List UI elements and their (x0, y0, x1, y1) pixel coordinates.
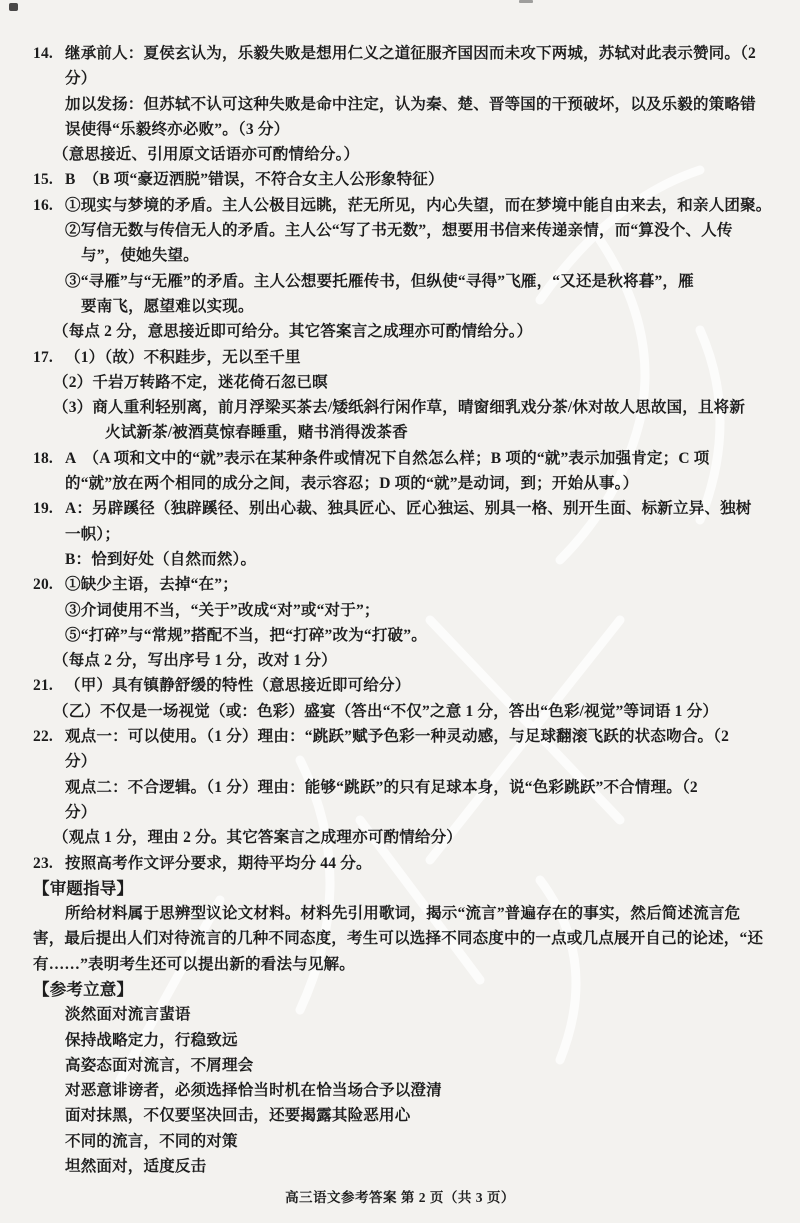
answer-line (0, 345, 800, 370)
line-text: 【参考立意】 (33, 979, 134, 999)
line-text: 要南飞，愿望难以实现。 (81, 297, 254, 315)
answer-line (0, 1078, 800, 1103)
answers-list (0, 41, 800, 1179)
answer-line (0, 901, 800, 926)
line-text: 继承前人：夏侯玄认为，乐毅失败是想用仁义之道征服齐国因而未攻下两城，苏轼对此表示赞同。（2 (65, 45, 757, 62)
line-text: A （A 项和文中的“就”表示在某种条件或情况下自然怎么样；B 项的“就”表示加强肯定；C 项 (65, 449, 710, 467)
line-text: 坦然面对，适度反击 (65, 1158, 207, 1176)
line-text: 【审题指导】 (33, 878, 134, 898)
line-text: B：恰到好处（自然而然）。 (65, 550, 257, 568)
item-number: 22. (33, 728, 53, 746)
line-text: 分） (65, 803, 97, 821)
answer-line (0, 446, 800, 471)
answer-line (0, 926, 800, 951)
answer-line (0, 800, 800, 825)
item-number: 19. (33, 500, 53, 518)
line-text: （甲）具有镇静舒缓的特性（意思接近即可给分） (65, 677, 411, 695)
line-text: 与”，使她失望。 (81, 247, 199, 265)
line-text: 不同的流言，不同的对策 (65, 1132, 238, 1150)
line-text: 面对抹黑，不仅要坚决回击，还要揭露其险恶用心 (65, 1107, 411, 1125)
line-text: 淡然面对流言蜚语 (65, 1006, 191, 1024)
scan-speck (519, 0, 533, 3)
item-number: 15. (33, 171, 53, 189)
line-text: ⑤“打碎”与“常规”搭配不当，把“打碎”改为“打破”。 (65, 626, 427, 644)
answer-line (0, 749, 800, 774)
answer-line (0, 952, 800, 977)
section-heading (0, 876, 800, 901)
line-text: （每点 2 分，写出序号 1 分，改对 1 分） (53, 652, 337, 670)
line-text: A：另辟蹊径（独辟蹊径、别出心裁、独具匠心、匠心独运、别具一格、别开生面、标新立异、独树 (65, 500, 752, 518)
answer-line (0, 724, 800, 749)
answer-line (0, 1103, 800, 1128)
line-text: ①现实与梦境的矛盾。主人公极目远眺，茫无所见，内心失望，而在梦境中能自由来去，和亲人团聚。 (65, 196, 772, 214)
line-text: （2）千岩万转路不定，迷花倚石忽已暝 (53, 373, 328, 391)
line-text: （每点 2 分，意思接近即可给分。其它答案言之成理亦可酌情给分。） (53, 323, 533, 341)
answer-line (0, 825, 800, 850)
item-number: 20. (33, 576, 53, 594)
line-text: （3）商人重利轻别离，前月浮梁买茶去/矮纸斜行闲作草，晴窗细乳戏分茶/休对故人思故国，且将新 (53, 399, 746, 417)
answer-line (0, 1129, 800, 1154)
line-text: 高姿态面对流言，不屑理会 (65, 1056, 254, 1074)
answer-line (0, 167, 800, 192)
page-footer: 高三语文参考答案 第 2 页（共 3 页） (285, 1190, 515, 1205)
answer-line (0, 1053, 800, 1078)
line-text: ②写信无数与传信无人的矛盾。主人公“写了书无数”，想要用书信来传递亲情，而“算没个、人传 (65, 222, 733, 240)
answer-line (0, 598, 800, 623)
item-number: 21. (33, 677, 53, 695)
line-text: 对恶意诽谤者，必须选择恰当时机在恰当场合予以澄清 (65, 1082, 442, 1100)
item-number: 18. (33, 449, 53, 467)
item-number: 16. (33, 196, 53, 214)
item-number: 14. (33, 45, 53, 62)
line-text: 误使得“乐毅终亦必败”。（3 分） (65, 120, 290, 138)
answer-line (0, 294, 800, 319)
line-text: 观点二：不合逻辑。（1 分）理由：能够“跳跃”的只有足球本身，说“色彩跳跃”不合情理。（2 (65, 778, 698, 796)
line-text: （乙）不仅是一场视觉（或：色彩）盛宴（答出“不仅”之意 1 分，答出“色彩/视觉”等词语 1 分） (53, 702, 719, 720)
line-text: 的“就”放在两个相同的成分之间，表示容忍；D 项的“就”是动词，到；开始从事。） (65, 475, 639, 493)
answer-line (0, 1154, 800, 1179)
line-text: ③“寻雁”与“无雁”的矛盾。主人公想要托雁传书，但纵使“寻得”飞雁，“又还是秋将暮”，雁 (65, 272, 694, 290)
line-text: 所给材料属于思辨型议论文材料。材料先引用歌词，揭示“流言”普遍存在的事实，然后简述流言危 (65, 905, 741, 923)
scan-speck (9, 3, 18, 11)
line-text: 害，最后提出人们对待流言的几种不同态度，考生可以选择不同态度中的一点或几点展开自己的论述，“还 (33, 930, 764, 948)
answer-line (0, 1002, 800, 1027)
line-text: 观点一：可以使用。（1 分）理由：“跳跃”赋予色彩一种灵动感，与足球翻滚飞跃的状态吻合。（2 (65, 728, 730, 746)
line-text: 分） (65, 70, 97, 88)
answer-line (0, 269, 800, 294)
answer-line (0, 699, 800, 724)
answer-line (0, 92, 800, 117)
line-text: （意思接近、引用原文话语亦可酌情给分。） (53, 146, 360, 164)
answer-line (0, 41, 800, 66)
line-text: 有……”表明考生还可以提出新的看法与见解。 (33, 955, 355, 973)
answer-line (0, 496, 800, 521)
line-text: （观点 1 分，理由 2 分。其它答案言之成理亦可酌情给分） (53, 829, 463, 847)
answer-line (0, 775, 800, 800)
answer-line (0, 370, 800, 395)
item-number: 23. (33, 854, 53, 872)
answer-line (0, 623, 800, 648)
section-heading (0, 977, 800, 1002)
item-number: 17. (33, 348, 53, 366)
answer-line (0, 420, 800, 445)
answer-line (0, 648, 800, 673)
answer-line (0, 66, 800, 91)
answer-line (0, 395, 800, 420)
line-text: 保持战略定力，行稳致远 (65, 1031, 238, 1049)
answer-line (0, 1028, 800, 1053)
line-text: 加以发扬：但苏轼不认可这种失败是命中注定，认为秦、楚、晋等国的干预破坏，以及乐毅的策略错 (65, 95, 756, 113)
answer-line (0, 522, 800, 547)
answer-line (0, 117, 800, 142)
answer-line (0, 547, 800, 572)
line-text: 火试新茶/被酒莫惊春睡重，赌书消得泼茶香 (105, 424, 408, 442)
line-text: ③介词使用不当，“关于”改成“对”或“对于”； (65, 601, 380, 619)
answer-line (0, 218, 800, 243)
answer-line (0, 673, 800, 698)
line-text: 按照高考作文评分要求，期待平均分 44 分。 (65, 854, 372, 872)
answer-line (0, 243, 800, 268)
line-text: 分） (65, 753, 97, 771)
answer-line (0, 193, 800, 218)
answer-line (0, 319, 800, 344)
line-text: （1）（故）不积跬步，无以至千里 (65, 348, 301, 366)
line-text: 一帜）； (65, 525, 121, 543)
answer-line (0, 471, 800, 496)
answer-line (0, 142, 800, 167)
answer-line (0, 851, 800, 876)
line-text: B （B 项“豪迈洒脱”错误，不符合女主人公形象特征） (65, 171, 444, 189)
line-text: ①缺少主语，去掉“在”； (65, 576, 238, 594)
answer-line (0, 572, 800, 597)
